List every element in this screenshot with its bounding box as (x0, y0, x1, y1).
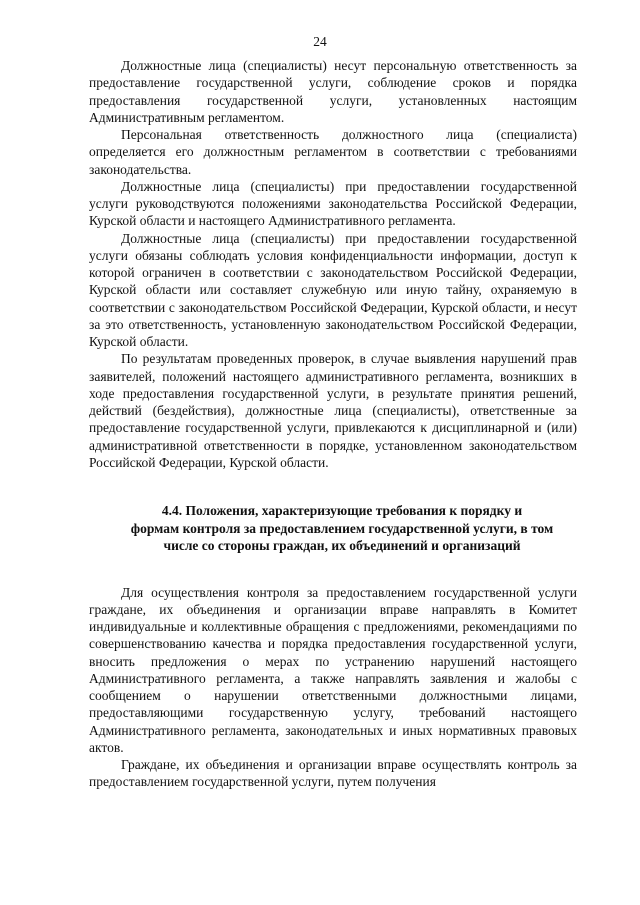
document-body (89, 57, 577, 791)
paragraph-legislation-guidance: Должностные лица (специалисты) при предоставлении государственной услуги руководствуются положениями законодательства Российской Федерации, Курской области и настоящего Административного регламента. (89, 178, 577, 229)
section-heading-line: 4.4. Положения, характеризующие требования к порядку и (161, 503, 523, 518)
paragraph-citizen-appeals: Для осуществления контроля за предоставлением государственной услуги граждане, их объединения и организации вправе направлять в Комитет индивидуальные и коллективные обращения с предложениями, рекомендациями по совершенствованию качества и порядка предоставления государственной услуги, вносить предложения о мерах по устранению нарушений настоящего Административного регламента, а также направлять заявления и жалобы с сообщением о нарушении ответственными должностными лицами, предоставляющими государственную услугу, требований настоящего Административного регламента, законодательных и иных нормативных правовых актов. (89, 584, 577, 755)
paragraph-personal-responsibility: Должностные лица (специалисты) несут персональную ответственность за предоставление государственной услуги, соблюдение сроков и порядка предоставления государственной услуги, установленных настоящим Административным регламентом. (89, 58, 577, 125)
section-heading-4-4 (89, 502, 577, 555)
section-heading-line: числе со стороны граждан, их объединений и организаций (163, 538, 521, 553)
section-heading-line: формам контроля за предоставлением государственной услуги, в том (130, 520, 554, 536)
paragraph-confidentiality: Должностные лица (специалисты) при предоставлении государственной услуги обязаны соблюдать условия конфиденциальности информации, доступ к которой ограничен в соответствии с законодательством Российской Федерации, Курской области или составляет служебную или иную тайну, охраняемую в соответствии с законодательством Российской Федерации, Курской области, и несут за это ответственность, установленную законодательством Российской Федерации, Курской области. (89, 230, 577, 349)
paragraph-citizen-control: Граждане, их объединения и организации вправе осуществлять контроль за предоставлением государственной услуги, путем получения (89, 757, 577, 790)
page-number: 24 (313, 34, 327, 49)
paragraph-responsibility-definition: Персональная ответственность должностного лица (специалиста) определяется его должностным регламентом в соответствии с требованиями законодательства. (89, 127, 577, 177)
paragraph-inspection-results: По результатам проведенных проверок, в случае выявления нарушений прав заявителей, положений настоящего административного регламента, возникших в ходе предоставления государственной услуги, в результате принятия решений, действий (бездействия), должностные лица (специалисты), ответственные за предоставление государственной услуги, привлекаются к дисциплинарной и (или) административной ответственности в порядке, установленном законодательством Российской Федерации, Курской области. (89, 351, 577, 470)
